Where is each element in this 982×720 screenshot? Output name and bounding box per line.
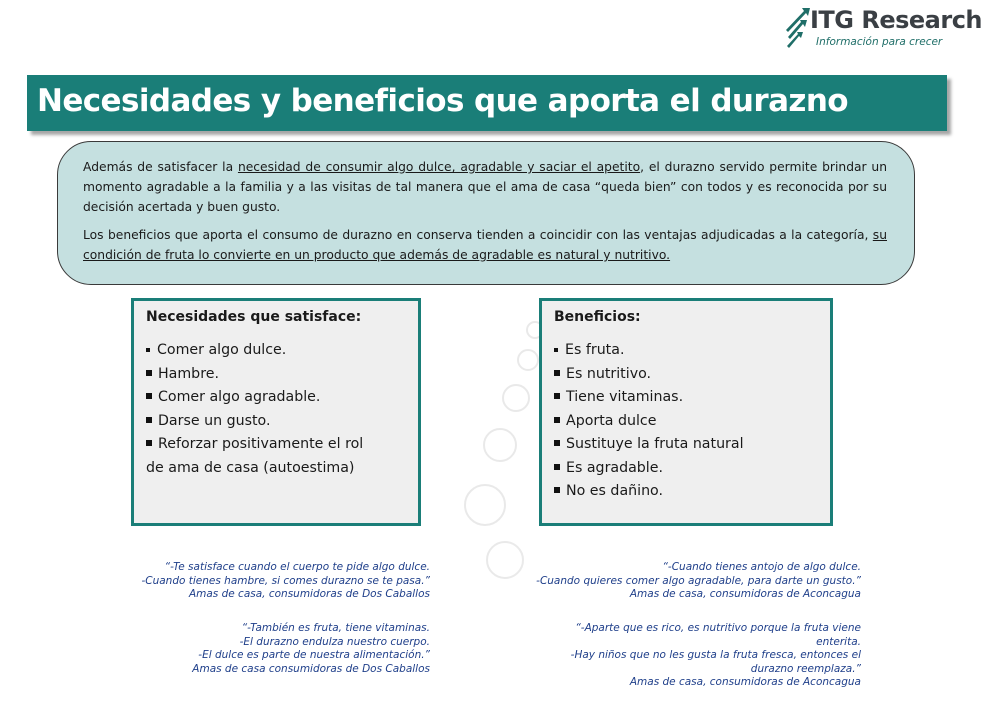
quote-line: “-Cuando tienes antojo de algo dulce. xyxy=(662,561,861,573)
list-item xyxy=(554,480,820,504)
intro-paragraph-1 xyxy=(83,157,887,217)
quote-attribution: Amas de casa, consumidoras de Dos Caballos xyxy=(188,588,430,600)
quote-line: durazno reemplaza.” xyxy=(750,662,861,675)
quote-line: -Cuando tienes hambre, si comes durazno se te pasa.” xyxy=(141,574,430,587)
benefits-box xyxy=(539,298,833,526)
benefits-heading: Beneficios: xyxy=(554,309,641,325)
intro-box xyxy=(57,141,915,285)
list-item xyxy=(554,339,820,363)
quote-aconcagua-2 xyxy=(571,622,861,690)
quote-line: -Cuando quieres comer algo agradable, para darte un gusto.” xyxy=(536,574,861,587)
quote-line: “-Te satisface cuando el cuerpo te pide algo dulce. xyxy=(164,561,430,573)
quote-line: enterita. xyxy=(816,635,861,648)
page-title: Necesidades y beneficios que aporta el durazno xyxy=(37,83,849,119)
quote-aconcagua-1 xyxy=(536,561,861,602)
quote-attribution: Amas de casa consumidoras de Dos Caballos xyxy=(192,662,430,675)
quote-attribution: Amas de casa, consumidoras de Aconcagua xyxy=(629,676,861,688)
benefits-list xyxy=(554,339,820,504)
needs-item-text: Reforzar positivamente el rol xyxy=(158,436,364,452)
benefits-item-text: Tiene vitaminas. xyxy=(566,389,684,405)
needs-box xyxy=(131,298,421,526)
list-item xyxy=(146,339,408,363)
list-item xyxy=(146,433,408,457)
intro-p1-underlined: necesidad de consumir algo dulce, agradable y saciar el apetito xyxy=(237,160,641,174)
needs-heading: Necesidades que satisface: xyxy=(146,309,362,325)
bullet-icon xyxy=(554,348,558,352)
list-item xyxy=(146,363,408,387)
needs-item-text: Comer algo agradable. xyxy=(158,389,321,405)
needs-item-text: de ama de casa (autoestima) xyxy=(146,459,355,476)
list-item xyxy=(554,363,820,387)
benefits-item-text: Es nutritivo. xyxy=(566,365,652,382)
title-band xyxy=(27,75,947,131)
list-item-continuation xyxy=(146,457,408,481)
bullet-icon xyxy=(554,393,560,399)
list-item xyxy=(554,457,820,481)
intro-p2-underlined: su condición de fruta lo convierte en un producto que además de agradable es natural y nutritivo. xyxy=(83,228,887,262)
list-item xyxy=(146,410,408,434)
intro-p2-start: Los beneficios que aporta el consumo de durazno en conserva tienden a coincidir con las ventajas adjudicadas a la categoría, xyxy=(83,228,873,242)
logo-tagline: Información para crecer xyxy=(816,36,943,48)
needs-item-text: Darse un gusto. xyxy=(158,412,271,429)
bullet-icon xyxy=(146,417,152,423)
intro-paragraph-2 xyxy=(83,225,887,265)
bullet-icon xyxy=(554,464,560,470)
list-item xyxy=(554,386,820,410)
quote-line: -Hay niños que no les gusta la fruta fresca, entonces el xyxy=(570,649,861,661)
bullet-icon xyxy=(554,440,560,446)
benefits-item-text: No es dañino. xyxy=(566,483,663,499)
list-item xyxy=(554,410,820,434)
list-item xyxy=(554,433,820,457)
quote-dos-caballos-2 xyxy=(192,622,430,676)
needs-item-text: Comer algo dulce. xyxy=(157,342,287,358)
needs-item-text: Hambre. xyxy=(158,365,219,382)
itg-logo xyxy=(780,6,982,54)
quote-dos-caballos-1 xyxy=(141,561,430,602)
logo-name: ITG Research xyxy=(810,6,982,34)
bullet-icon xyxy=(146,393,152,399)
bullet-icon xyxy=(146,348,150,352)
bullet-icon xyxy=(554,417,560,423)
benefits-item-text: Aporta dulce xyxy=(566,412,657,429)
bullet-icon xyxy=(146,440,152,446)
intro-p1-end: , el durazno servido permite brindar un momento agradable a la familia y a las visitas de tal manera que el ama de casa “queda bien” con todos y es reconocida por su decisión acertada y buen gusto. xyxy=(83,160,887,214)
quote-line: “-También es fruta, tiene vitaminas. xyxy=(241,622,430,634)
quote-attribution: Amas de casa, consumidoras de Aconcagua xyxy=(629,588,861,600)
list-item xyxy=(146,386,408,410)
bullet-icon xyxy=(554,487,560,493)
benefits-item-text: Sustituye la fruta natural xyxy=(566,436,744,452)
benefits-item-text: Es fruta. xyxy=(565,342,625,358)
benefits-item-text: Es agradable. xyxy=(566,459,663,476)
logo-arrows-icon xyxy=(780,6,814,54)
intro-p1-start: Además de satisfacer la xyxy=(83,160,238,174)
bullet-icon xyxy=(554,370,560,376)
needs-list xyxy=(146,339,408,480)
bullet-icon xyxy=(146,370,152,376)
quote-line: -El dulce es parte de nuestra alimentación.” xyxy=(198,649,430,661)
quote-line: -El durazno endulza nuestro cuerpo. xyxy=(239,635,430,648)
quote-line: “-Aparte que es rico, es nutritivo porque la fruta viene xyxy=(575,622,861,634)
